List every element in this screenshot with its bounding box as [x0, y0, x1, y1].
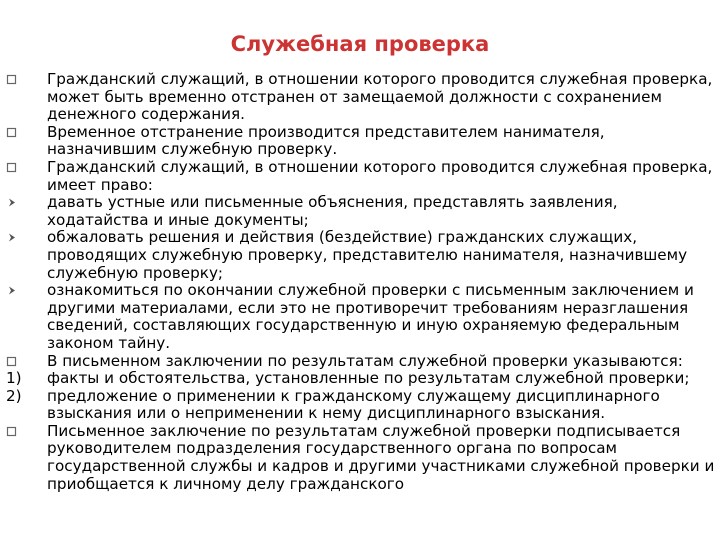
list-item	[6, 229, 718, 282]
list-item-text: В письменном заключении по результатам служебной проверки указываются:	[47, 351, 683, 370]
item-number: 1)	[6, 369, 22, 388]
arrow-bullet-icon	[6, 194, 26, 212]
slide-body	[6, 71, 718, 493]
slide-title: Служебная проверка	[230, 32, 490, 56]
square-bullet-icon	[6, 159, 26, 177]
list-item	[6, 71, 718, 124]
numbered-item-text: факты и обстоятельства, установленные по результатам служебной проверки;	[47, 369, 690, 388]
list-item-text: ознакомиться по окончании служебной проверки с письменным заключением и другими материалами, если это не противоречит требованиям неразглашения сведений, составляющих государственную и иную охраняемую федеральным законом тайну.	[47, 281, 694, 352]
square-bullet-icon	[6, 124, 26, 142]
list-item	[6, 159, 718, 194]
list-item-text: Временное отстранение производится представителем нанимателя, назначившим служебную проверку.	[47, 122, 605, 159]
square-bullet-icon	[6, 423, 26, 441]
numbered-item	[6, 388, 718, 423]
list-item	[6, 423, 718, 493]
list-item	[6, 124, 718, 159]
list-item-text: Гражданский служащий, в отношении которого проводится служебная проверка, может быть временно отстранен от замещаемой должности с сохранением денежного содержания.	[47, 70, 713, 124]
square-bullet-icon	[6, 353, 26, 371]
numbered-item	[6, 370, 718, 388]
square-bullet-icon	[6, 71, 26, 89]
arrow-bullet-icon	[6, 282, 26, 300]
list-item-text: Письменное заключение по результатам служебной проверки подписывается руководителем подразделения государственного органа по вопросам государственной службы и кадров и другими участниками служебной проверки и приобщается к личному делу гражданского	[47, 421, 715, 493]
arrow-bullet-icon	[6, 229, 26, 247]
list-item	[6, 353, 718, 371]
list-item	[6, 194, 718, 229]
list-item-text: обжаловать решения и действия (бездействие) гражданских служащих, проводящих служебную проверку, представителю нанимателя, назначившему служебную проверку;	[47, 228, 688, 282]
numbered-item-text: предложение о применении к гражданскому служащему дисциплинарного взыскания или о неприменении к нему дисциплинарного взыскания.	[47, 386, 660, 423]
list-item-text: Гражданский служащий, в отношении которого проводится служебная проверка, имеет право:	[47, 157, 713, 194]
list-item	[6, 282, 718, 352]
list-item-text: давать устные или письменные объяснения, представлять заявления, ходатайства и иные документы;	[47, 193, 618, 229]
item-number: 2)	[6, 386, 22, 405]
